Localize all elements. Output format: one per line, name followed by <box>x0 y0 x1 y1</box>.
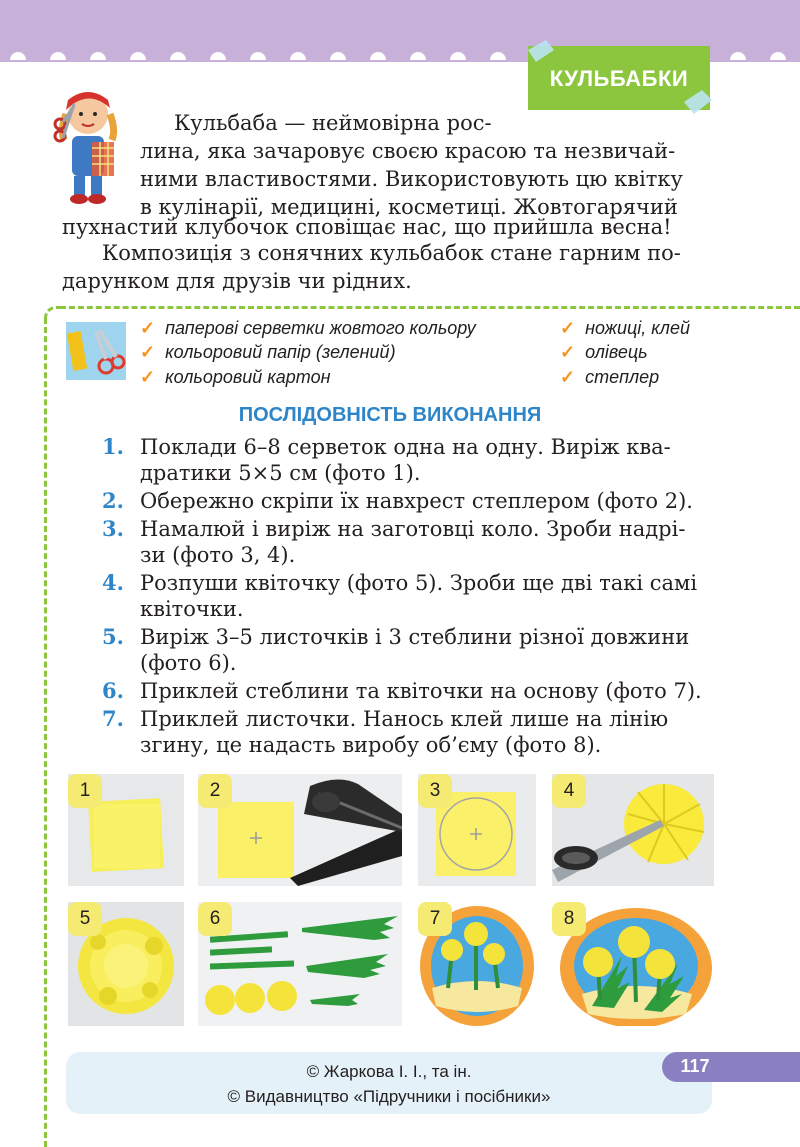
material-item: ✓ степлер <box>560 367 660 387</box>
frame-top-border <box>60 306 800 309</box>
photo-3 <box>418 774 536 886</box>
step-text: Приклей стеблини та квіточки на основу (фото 7). <box>140 679 702 703</box>
sequence-title: ПОСЛІДОВНІСТЬ ВИКОНАННЯ <box>238 404 542 426</box>
photo-6 <box>198 902 402 1026</box>
material-item: ✓ олівець <box>560 342 648 362</box>
step-text: Розпуши квіточку (фото 5). Зроби ще дві такі самі <box>140 571 698 595</box>
step-text: Виріж 3–5 листочків і 3 стеблини різної довжини <box>140 625 690 649</box>
material-item: ✓ паперові серветки жовтого кольору <box>140 318 476 338</box>
material-item: ✓ кольоровий папір (зелений) <box>140 342 396 362</box>
photo-number-badge: 6 <box>198 902 232 936</box>
photo-number-badge: 8 <box>552 902 586 936</box>
step-number: 3. <box>102 516 124 541</box>
photo-7 <box>418 902 536 1026</box>
material-item: ✓ ножиці, клей <box>560 318 690 338</box>
scissors-glue-icon <box>66 322 126 380</box>
check-icon: ✓ <box>140 367 156 387</box>
page-title: КУЛЬБАБКИ <box>549 66 689 91</box>
photo-4 <box>552 774 714 886</box>
photo-1 <box>68 774 184 886</box>
check-icon: ✓ <box>560 367 576 387</box>
page-number: 117 <box>680 1056 710 1076</box>
photo-number-badge: 1 <box>68 774 102 808</box>
intro-line: в кулінарії, медицині, косметиці. Жовтогарячий <box>140 195 678 219</box>
intro-line: ними властивостями. Використовують цю квітку <box>140 167 683 191</box>
check-icon: ✓ <box>140 342 156 362</box>
intro-line: дарунком для друзів чи рідних. <box>62 269 412 293</box>
step-number: 6. <box>102 678 124 703</box>
step-text: згину, це надасть виробу об’єму (фото 8). <box>140 733 602 757</box>
step-text: Обережно скріпи їх навхрест степлером (фото 2). <box>140 489 693 513</box>
frame-left-border <box>44 318 47 1147</box>
photo-number-badge: 4 <box>552 774 586 808</box>
intro-line: лина, яка зачаровує своєю красою та незвичай- <box>140 139 676 163</box>
step-text: Приклей листочки. Нанось клей лише на лінію <box>140 707 669 731</box>
step-text: зи (фото 3, 4). <box>140 543 296 567</box>
step-text: Поклади 6–8 серветок одна на одну. Виріж ква- <box>140 435 671 459</box>
photo-8 <box>552 902 714 1026</box>
copyright-authors: © Жаркова І. І., та ін. <box>306 1062 472 1081</box>
photo-2 <box>198 774 402 886</box>
intro-line: Кульбаба — неймовірна рос- <box>174 111 492 135</box>
step-number: 5. <box>102 624 124 649</box>
step-number: 4. <box>102 570 124 595</box>
check-icon: ✓ <box>140 318 156 338</box>
step-text: дратики 5×5 см (фото 1). <box>140 461 421 485</box>
girl-illustration <box>48 84 128 206</box>
step-text: (фото 6). <box>140 651 237 675</box>
material-item: ✓ кольоровий картон <box>140 367 331 387</box>
photo-number-badge: 7 <box>418 902 452 936</box>
copyright-publisher: © Видавництво «Підручники і посібники» <box>227 1087 551 1106</box>
check-icon: ✓ <box>560 318 576 338</box>
step-number: 1. <box>102 434 124 459</box>
photo-5 <box>68 902 184 1026</box>
step-text: Намалюй і виріж на заготовці коло. Зроби надрі- <box>140 517 686 541</box>
step-text: квіточки. <box>140 597 244 621</box>
photo-number-badge: 2 <box>198 774 232 808</box>
intro-line: Композиція з сонячних кульбабок стане гарним по- <box>102 241 681 265</box>
step-number: 2. <box>102 488 124 513</box>
photo-number-badge: 3 <box>418 774 452 808</box>
photo-number-badge: 5 <box>68 902 102 936</box>
step-number: 7. <box>102 706 124 731</box>
intro-line: пухнастий клубочок сповіщає нас, що прийшла весна! <box>62 215 672 239</box>
check-icon: ✓ <box>560 342 576 362</box>
